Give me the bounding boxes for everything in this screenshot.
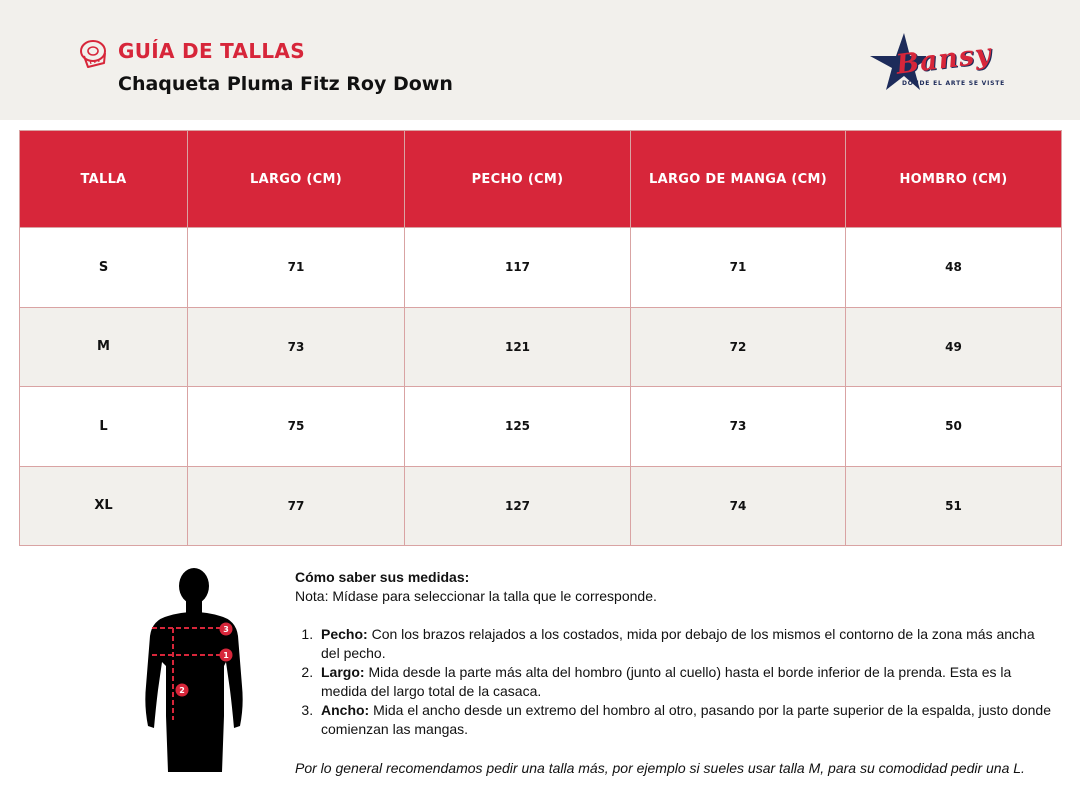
value-cell: 74 <box>631 466 846 546</box>
value-cell: 51 <box>846 466 1062 546</box>
measurement-instructions <box>295 568 1055 776</box>
header-largo: LARGO (CM) <box>188 131 405 228</box>
instructions-list <box>295 625 1055 739</box>
measuring-tape-icon <box>78 38 110 70</box>
brand-tagline: DONDE EL ARTE SE VISTE <box>902 80 1006 87</box>
instructions-note: Nota: Mídase para seleccionar la talla que le corresponde. <box>295 588 657 604</box>
brand-logo <box>866 30 1011 96</box>
value-cell: 125 <box>405 387 631 467</box>
list-item <box>317 701 1055 739</box>
value-cell: 77 <box>188 466 405 546</box>
table-header-row <box>20 131 1062 228</box>
brand-name: Bansy <box>894 38 994 81</box>
body-measurement-figure <box>138 566 248 772</box>
instructions-title: Cómo saber sus medidas: <box>295 569 470 585</box>
item-text: Mida desde la parte más alta del hombro (junto al cuello) hasta el borde inferior de la prenda. Esta es la medida del largo total de la casaca. <box>321 664 1012 699</box>
guide-title: GUÍA DE TALLAS <box>118 39 305 63</box>
value-cell: 49 <box>846 307 1062 387</box>
item-term: Pecho: <box>321 626 368 642</box>
item-text: Mida el ancho desde un extremo del hombro al otro, pasando por la parte superior de la espalda, justo donde comienzan las mangas. <box>321 702 1051 737</box>
svg-text:1: 1 <box>223 651 229 660</box>
item-term: Ancho: <box>321 702 370 718</box>
header-largo-manga: LARGO DE MANGA (CM) <box>631 131 846 228</box>
header-hombro: HOMBRO (CM) <box>846 131 1062 228</box>
value-cell: 50 <box>846 387 1062 467</box>
value-cell: 75 <box>188 387 405 467</box>
list-item <box>317 625 1055 663</box>
header-pecho: PECHO (CM) <box>405 131 631 228</box>
value-cell: 71 <box>631 228 846 308</box>
svg-text:3: 3 <box>223 625 229 634</box>
value-cell: 73 <box>188 307 405 387</box>
value-cell: 72 <box>631 307 846 387</box>
size-table <box>19 130 1062 546</box>
size-cell: S <box>20 228 188 308</box>
size-cell: XL <box>20 466 188 546</box>
table-row <box>20 466 1062 546</box>
value-cell: 73 <box>631 387 846 467</box>
value-cell: 48 <box>846 228 1062 308</box>
marker-2 <box>176 684 189 697</box>
size-cell: M <box>20 307 188 387</box>
marker-1 <box>220 649 233 662</box>
list-item <box>317 663 1055 701</box>
value-cell: 127 <box>405 466 631 546</box>
item-term: Largo: <box>321 664 365 680</box>
size-cell: L <box>20 387 188 467</box>
svg-text:2: 2 <box>179 686 185 695</box>
marker-3 <box>220 623 233 636</box>
header-band <box>0 0 1080 120</box>
product-name: Chaqueta Pluma Fitz Roy Down <box>118 73 453 95</box>
value-cell: 71 <box>188 228 405 308</box>
header-talla: TALLA <box>20 131 188 228</box>
item-text: Con los brazos relajados a los costados, mida por debajo de los mismos el contorno de la zona más ancha del pecho. <box>321 626 1035 661</box>
value-cell: 117 <box>405 228 631 308</box>
table-row <box>20 307 1062 387</box>
table-row <box>20 228 1062 308</box>
table-row <box>20 387 1062 467</box>
recommendation-note: Por lo general recomendamos pedir una talla más, por ejemplo si sueles usar talla M, para su comodidad pedir una L. <box>295 760 1025 776</box>
value-cell: 121 <box>405 307 631 387</box>
